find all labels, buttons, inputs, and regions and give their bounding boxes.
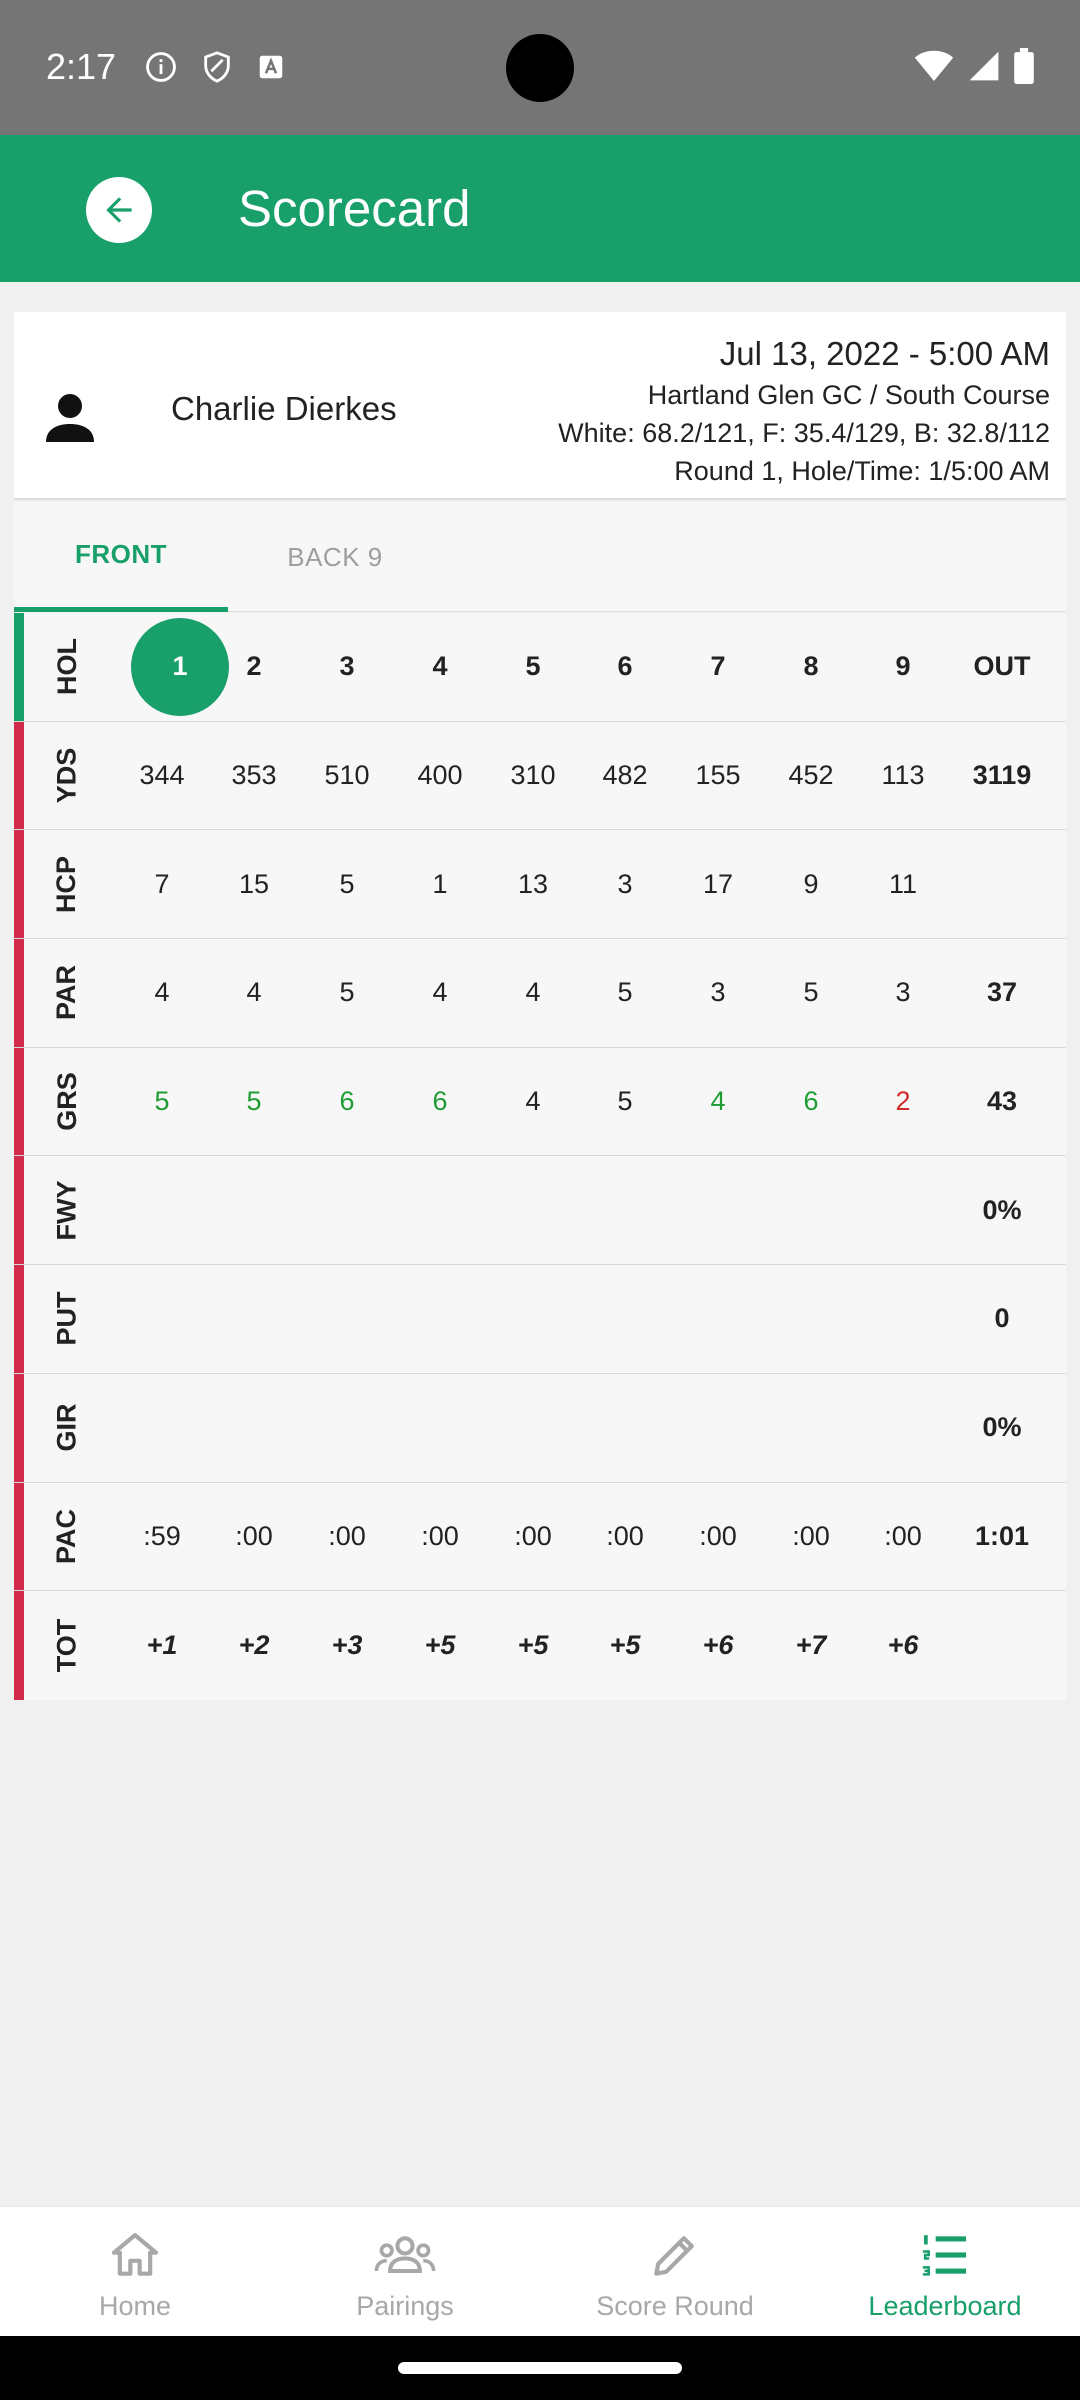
score-cell: 11 (888, 868, 918, 899)
score-cell: 3 (617, 868, 633, 899)
row-indicator-bar (14, 1265, 24, 1373)
arrow-left-icon (100, 191, 138, 229)
score-cell: +5 (424, 1630, 456, 1661)
app-bar (0, 135, 1080, 282)
hole-number[interactable]: 9 (895, 651, 911, 682)
score-cell: 5 (246, 1086, 262, 1117)
score-cell: 5 (154, 1086, 170, 1117)
round-info (558, 332, 1050, 490)
leaderboard-icon (917, 2227, 973, 2283)
score-cell: 3 (895, 977, 911, 1008)
score-row-pac (14, 1483, 1066, 1592)
page-title: Scorecard (238, 180, 471, 237)
score-cell: +6 (887, 1630, 919, 1661)
score-cell: 6 (339, 1086, 355, 1117)
row-indicator-bar (14, 1156, 24, 1264)
row-label (32, 722, 102, 830)
row-label-text: TOT (51, 1618, 82, 1673)
row-label-text: GRS (51, 1072, 82, 1131)
hole-number[interactable]: 2 (246, 651, 262, 682)
score-cell: 6 (803, 1086, 819, 1117)
score-cell: +7 (795, 1630, 827, 1661)
person-icon (34, 382, 106, 454)
course-name: Hartland Glen GC / South Course (647, 380, 1050, 410)
row-label-text: HCP (51, 855, 82, 913)
row-label (32, 1048, 102, 1156)
round-date: Jul 13, 2022 - 5:00 AM (719, 335, 1050, 372)
back-button[interactable] (86, 177, 152, 243)
score-cell: 3 (710, 977, 726, 1008)
score-cell: :00 (699, 1520, 737, 1551)
row-label (32, 1591, 102, 1700)
home-icon (107, 2227, 163, 2283)
nav-score-round[interactable] (540, 2207, 810, 2336)
tab-front[interactable]: FRONT (14, 502, 228, 612)
status-time: 2:17 (46, 46, 117, 87)
wifi-icon (914, 49, 954, 83)
score-cell: +5 (517, 1630, 549, 1661)
current-hole-indicator[interactable]: 1 (131, 618, 229, 716)
score-cell: +1 (146, 1630, 178, 1661)
row-label-text: GIR (51, 1403, 82, 1452)
row-total: 1:01 (974, 1520, 1030, 1551)
row-total: 0 (994, 1303, 1010, 1334)
info-icon (144, 50, 178, 84)
row-indicator-bar (14, 1483, 24, 1591)
battery-icon (1014, 48, 1034, 84)
row-label (32, 1483, 102, 1591)
score-cell: 310 (510, 760, 556, 791)
score-cell: 4 (525, 1086, 541, 1117)
score-cell: 17 (702, 868, 734, 899)
camera-cutout (506, 34, 574, 102)
score-cell: 5 (339, 868, 355, 899)
nav-home-label: Home (98, 2291, 172, 2321)
row-indicator-bar (14, 1374, 24, 1482)
nav-leaderboard-label: Leaderboard (868, 2291, 1022, 2321)
score-row-hcp (14, 830, 1066, 939)
row-label (32, 613, 102, 721)
row-indicator-bar (14, 1048, 24, 1156)
score-cell: 353 (231, 760, 277, 791)
score-cell: +2 (238, 1630, 270, 1661)
round-hole-time: Round 1, Hole/Time: 1/5:00 AM (674, 456, 1050, 486)
row-indicator-bar (14, 722, 24, 830)
row-indicator-bar (14, 830, 24, 938)
gesture-handle[interactable] (398, 2362, 682, 2374)
score-cell: 4 (525, 977, 541, 1008)
row-label-text: PAR (51, 965, 82, 1021)
status-icons-right (914, 48, 1034, 84)
score-cell: 9 (803, 868, 819, 899)
score-row-par (14, 939, 1066, 1048)
row-total: 43 (986, 1086, 1018, 1117)
row-label (32, 939, 102, 1047)
score-cell: 452 (788, 760, 834, 791)
score-row-hol (14, 613, 1066, 722)
score-cell: +3 (331, 1630, 363, 1661)
hole-number[interactable]: 3 (339, 651, 355, 682)
score-cell: 5 (617, 977, 633, 1008)
nav-leaderboard[interactable] (810, 2207, 1080, 2336)
score-cell: 344 (139, 760, 185, 791)
score-row-fwy (14, 1156, 1066, 1265)
row-total: 3119 (972, 760, 1032, 791)
status-icons-left (144, 50, 286, 84)
score-cell: 5 (617, 1086, 633, 1117)
group-icon (373, 2227, 437, 2283)
row-indicator-bar (14, 939, 24, 1047)
score-cell: +6 (702, 1630, 734, 1661)
row-total: 0% (982, 1412, 1022, 1443)
hole-number[interactable]: 6 (617, 651, 633, 682)
score-cell: 6 (432, 1086, 448, 1117)
pencil-icon (647, 2227, 703, 2283)
signal-icon (968, 49, 1000, 83)
score-cell: :00 (792, 1520, 830, 1551)
row-total: 0% (982, 1194, 1022, 1225)
row-label-text: PUT (51, 1291, 82, 1346)
bottom-navigation (0, 2206, 1080, 2336)
score-cell: 4 (432, 977, 448, 1008)
hole-number[interactable]: 8 (803, 651, 819, 682)
score-cell: :59 (143, 1520, 181, 1551)
row-indicator-bar (14, 613, 24, 721)
tee-ratings: White: 68.2/121, F: 35.4/129, B: 32.8/112 (558, 418, 1050, 448)
score-row-tot (14, 1591, 1066, 1700)
player-card (14, 312, 1066, 500)
row-label (32, 830, 102, 938)
score-row-yds (14, 722, 1066, 831)
player-name: Charlie Dierkes (171, 390, 397, 427)
score-cell: 4 (710, 1086, 726, 1117)
score-cell: 482 (602, 760, 648, 791)
score-cell: 13 (517, 868, 549, 899)
row-label (32, 1374, 102, 1482)
score-cell: :00 (235, 1520, 273, 1551)
hole-number[interactable]: 5 (525, 651, 541, 682)
nine-tabs (14, 502, 1066, 612)
score-cell: 7 (154, 868, 170, 899)
hole-number[interactable]: 7 (710, 651, 726, 682)
row-total: 37 (986, 977, 1018, 1008)
tab-back-9[interactable]: BACK 9 (287, 541, 383, 572)
score-cell: 400 (417, 760, 463, 791)
score-cell: :00 (514, 1520, 552, 1551)
score-cell: 113 (881, 760, 925, 791)
hole-number[interactable]: 4 (432, 651, 448, 682)
row-label-text: YDS (51, 747, 82, 804)
font-icon (256, 52, 286, 82)
score-cell: :00 (328, 1520, 366, 1551)
score-row-put (14, 1265, 1066, 1374)
score-cell: 2 (895, 1086, 911, 1117)
scorecard-table (14, 613, 1066, 1700)
row-total: OUT (973, 651, 1031, 682)
score-cell: 15 (238, 868, 270, 899)
score-cell: 5 (339, 977, 355, 1008)
score-cell: 4 (154, 977, 170, 1008)
row-label-text: FWY (51, 1180, 82, 1241)
nav-home[interactable] (0, 2207, 270, 2336)
row-label (32, 1265, 102, 1373)
score-row-grs (14, 1048, 1066, 1157)
score-cell: 5 (803, 977, 819, 1008)
shield-icon (200, 50, 234, 84)
score-cell: +5 (609, 1630, 641, 1661)
score-row-gir (14, 1374, 1066, 1483)
score-cell: 155 (695, 760, 741, 791)
nav-pairings-label: Pairings (356, 2291, 454, 2321)
nav-pairings[interactable] (270, 2207, 540, 2336)
score-cell: 510 (324, 760, 370, 791)
score-cell: 4 (246, 977, 262, 1008)
nav-score-round-label: Score Round (596, 2291, 754, 2321)
score-cell: :00 (606, 1520, 644, 1551)
score-cell: 1 (432, 868, 448, 899)
row-label-text: PAC (51, 1508, 82, 1564)
row-label (32, 1156, 102, 1264)
row-label-text: HOL (51, 638, 82, 696)
gesture-area (0, 2336, 1080, 2400)
score-cell: :00 (421, 1520, 459, 1551)
score-cell: :00 (884, 1520, 922, 1551)
row-indicator-bar (14, 1591, 24, 1700)
status-bar (0, 0, 1080, 135)
